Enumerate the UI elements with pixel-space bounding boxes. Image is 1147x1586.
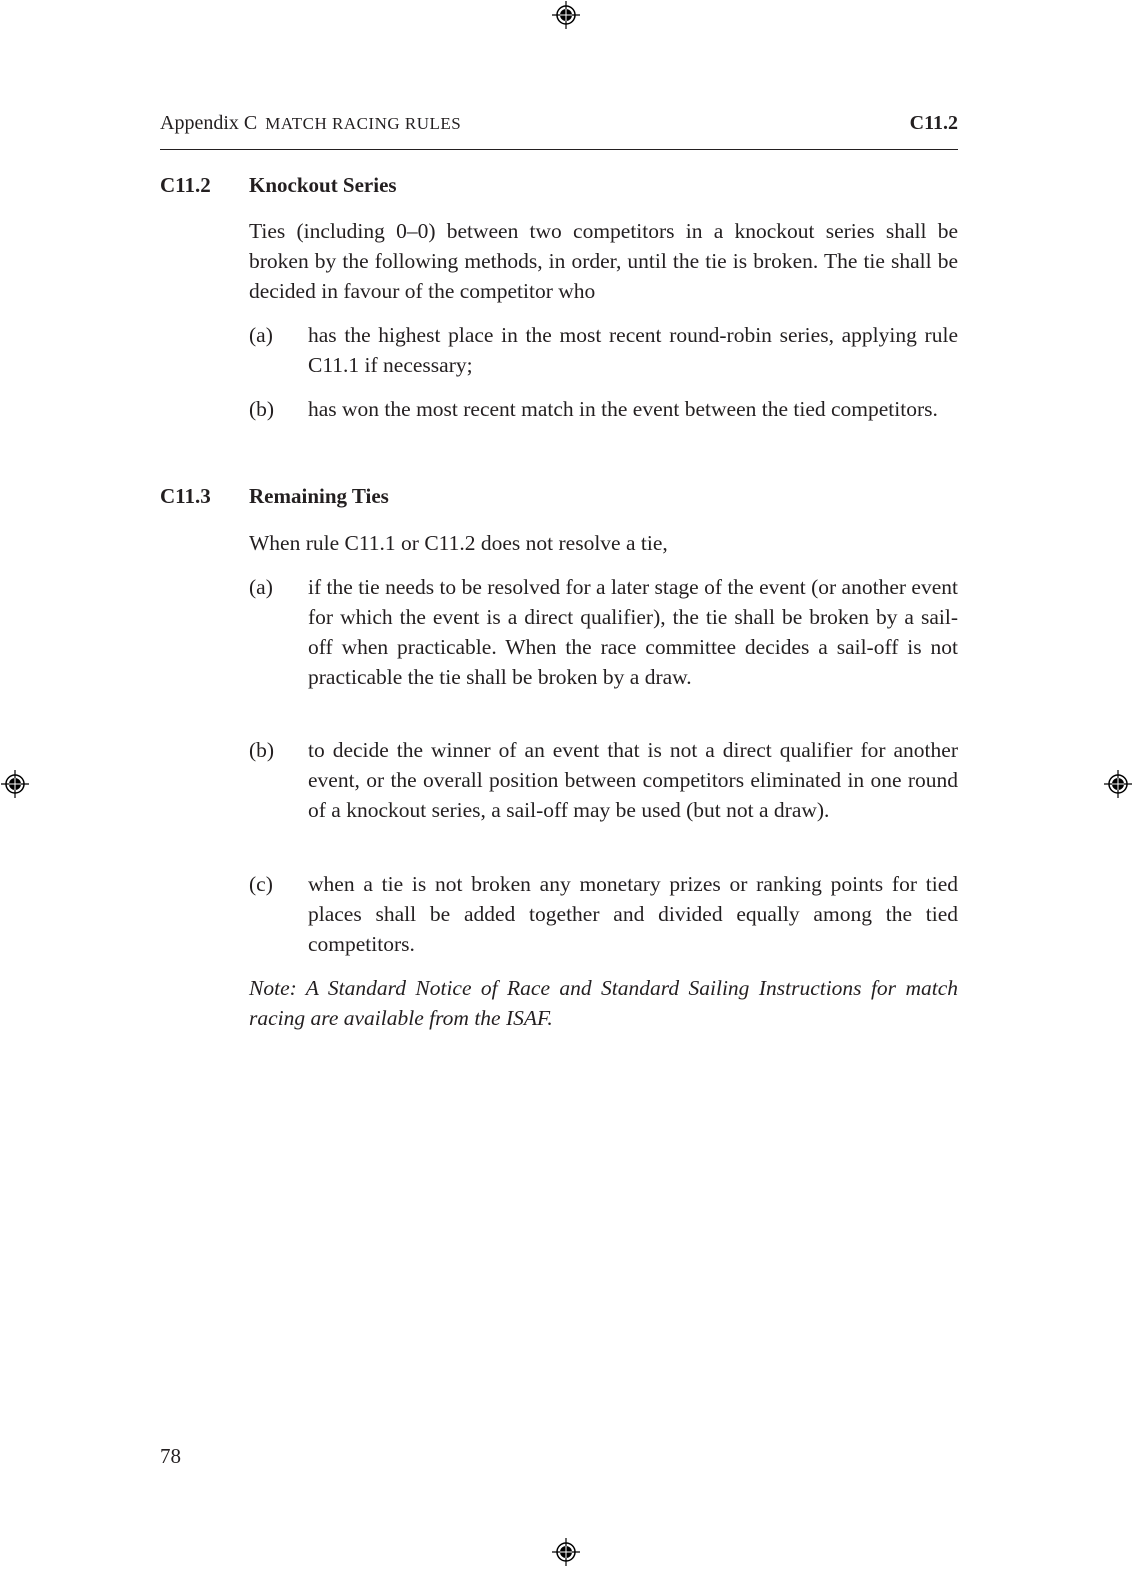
section-heading xyxy=(160,173,397,198)
header-title: MATCH RACING RULES xyxy=(265,114,462,133)
header-divider xyxy=(160,149,958,150)
registration-mark-icon xyxy=(1,770,29,798)
list-item xyxy=(249,572,958,692)
section-intro: Ties (including 0–0) between two competitors in a knockout series shall be broken by the following methods, in order, until the tie is broken. The tie shall be decided in favour of the competitor who xyxy=(249,219,958,303)
list-item xyxy=(249,320,958,380)
list-item xyxy=(249,394,958,424)
item-text: when a tie is not broken any monetary prizes or ranking points for tied places shall be added together and divided equally among the tied competitors. xyxy=(308,872,958,956)
registration-mark-icon xyxy=(552,1538,580,1566)
running-header xyxy=(160,112,958,138)
item-label: (c) xyxy=(249,872,273,896)
section-heading xyxy=(160,484,389,509)
item-label: (b) xyxy=(249,397,275,421)
section-number: C11.2 xyxy=(160,173,211,197)
registration-mark-icon xyxy=(552,1,580,29)
page-number: 78 xyxy=(160,1444,181,1468)
item-text: has the highest place in the most recent round-robin series, applying rule C11.1 if necessary; xyxy=(308,323,958,377)
section-number: C11.3 xyxy=(160,484,211,508)
section-title: Knockout Series xyxy=(249,173,397,197)
item-text: if the tie needs to be resolved for a later stage of the event (or another event for which the event is a direct qualifier), the tie shall be broken by a sail-off when practicable. When the race committee decides a sail-off is not practicable the tie shall be broken by a draw. xyxy=(308,575,958,689)
registration-mark-icon xyxy=(1104,770,1132,798)
item-label: (a) xyxy=(249,575,273,599)
header-appendix: Appendix C xyxy=(160,112,258,134)
note: Note: A Standard Notice of Race and Standard Sailing Instructions for match racing are available from the ISAF. xyxy=(249,976,958,1030)
header-rule-ref: C11.2 xyxy=(909,112,958,134)
list-item xyxy=(249,869,958,959)
item-text: to decide the winner of an event that is not a direct qualifier for another event, or the overall position between competitors eliminated in one round of a knockout series, a sail-off may be used (but not a draw). xyxy=(308,738,958,822)
item-text: has won the most recent match in the event between the tied competitors. xyxy=(308,397,938,421)
item-label: (a) xyxy=(249,323,273,347)
list-item xyxy=(249,735,958,825)
section-title: Remaining Ties xyxy=(249,484,389,508)
item-label: (b) xyxy=(249,738,275,762)
section-intro: When rule C11.1 or C11.2 does not resolve a tie, xyxy=(249,531,668,555)
